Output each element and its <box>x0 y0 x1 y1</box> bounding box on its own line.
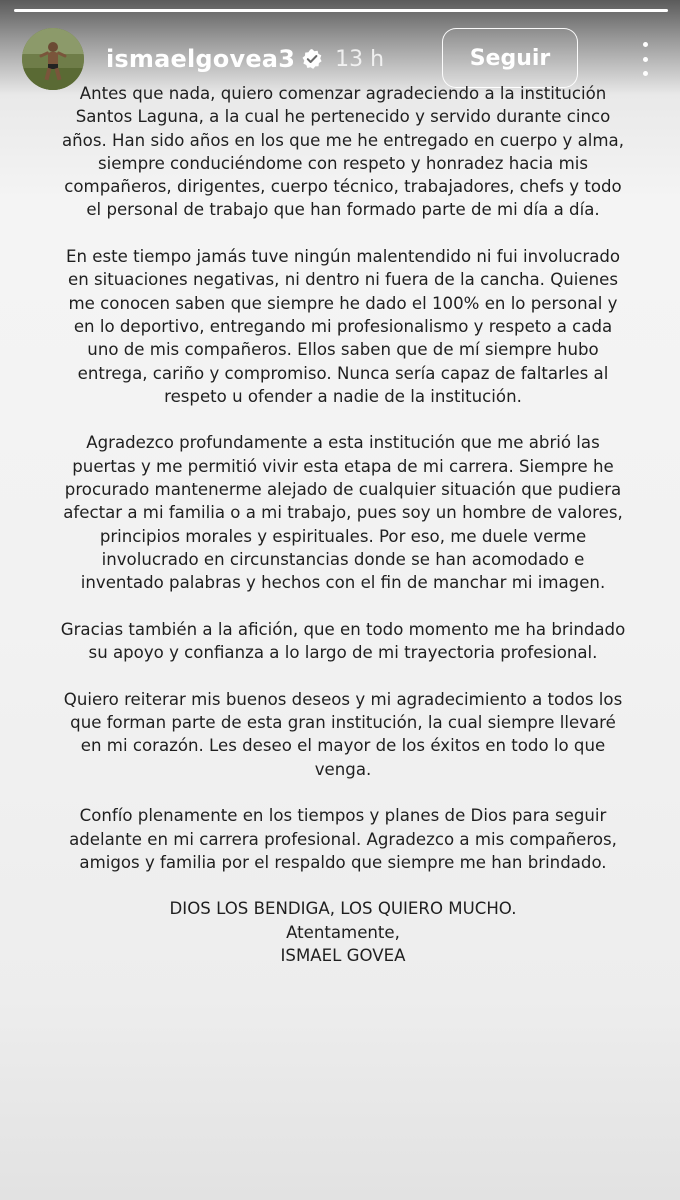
letter-paragraph: Agradezco profundamente a esta institución que me abrió las puertas y me permitió vivir esta etapa de mi carrera. Siempre he procurado mantenerme alejado de cualquier situación que pudiera afectar a mi familia o a mi trabajo, pues soy un hombre de valores, principios morales y espirituales. Por eso, me duele verme involucrado en circunstancias donde se han acomodado e inventado palabras y hechos con el fin de manchar mi imagen. <box>63 433 623 593</box>
more-vertical-icon[interactable] <box>630 42 660 76</box>
closing-blessing: DIOS LOS BENDIGA, LOS QUIERO MUCHO. <box>169 899 517 919</box>
letter-paragraph: Gracias también a la afición, que en todo momento me ha brindado su apoyo y confianza a lo largo de mi trayectoria profesional. <box>60 619 626 663</box>
story-progress-segment <box>14 9 668 12</box>
follow-button[interactable]: Seguir <box>442 28 578 88</box>
story-progress-bar <box>14 9 668 12</box>
letter-paragraph: Antes que nada, quiero comenzar agradeciendo a la institución Santos Laguna, a la cual he pertenecido y servido durante cinco años. Han sido años en los que me he entregado en cuerpo y alma, siempre conduciéndome con respeto y honradez hacia mis compañeros, dirigentes, cuerpo técnico, trabajadores, chefs y todo el personal de trabajo que han formado parte de mi día a día. <box>62 84 624 220</box>
post-time: 13 h <box>335 46 385 72</box>
letter-paragraph: En este tiempo jamás tuve ningún malentendido ni fui involucrado en situaciones negativas, ni dentro ni fuera de la cancha. Quienes me conocen saben que siempre he dado el 100% en lo personal y en lo deportivo, entregando mi profesionalismo y respeto a cada uno de mis compañeros. Ellos saben que de mí siempre hubo entrega, cariño y compromiso. Nunca sería capaz de faltarles al respeto u ofender a nadie de la institución. <box>65 247 621 406</box>
signature-name: ISMAEL GOVEA <box>280 945 406 965</box>
verified-badge-icon <box>301 48 323 70</box>
username[interactable]: ismaelgovea3 <box>106 45 296 73</box>
avatar[interactable] <box>22 28 84 90</box>
closing-salutation: Atentamente, <box>286 922 400 942</box>
story-progress-fill <box>14 9 668 12</box>
letter-paragraph: Confío plenamente en los tiempos y planes de Dios para seguir adelante en mi carrera profesional. Agradezco a mis compañeros, amigos y familia por el respaldo que siempre me han brindado. <box>69 806 617 872</box>
letter-paragraph: Quiero reiterar mis buenos deseos y mi agradecimiento a todos los que forman parte de esta gran institución, la cual siempre llevaré en mi corazón. Les deseo el mayor de los éxitos en todo lo que venga. <box>63 689 623 779</box>
letter-closing <box>60 897 626 967</box>
statement-letter <box>60 82 626 967</box>
